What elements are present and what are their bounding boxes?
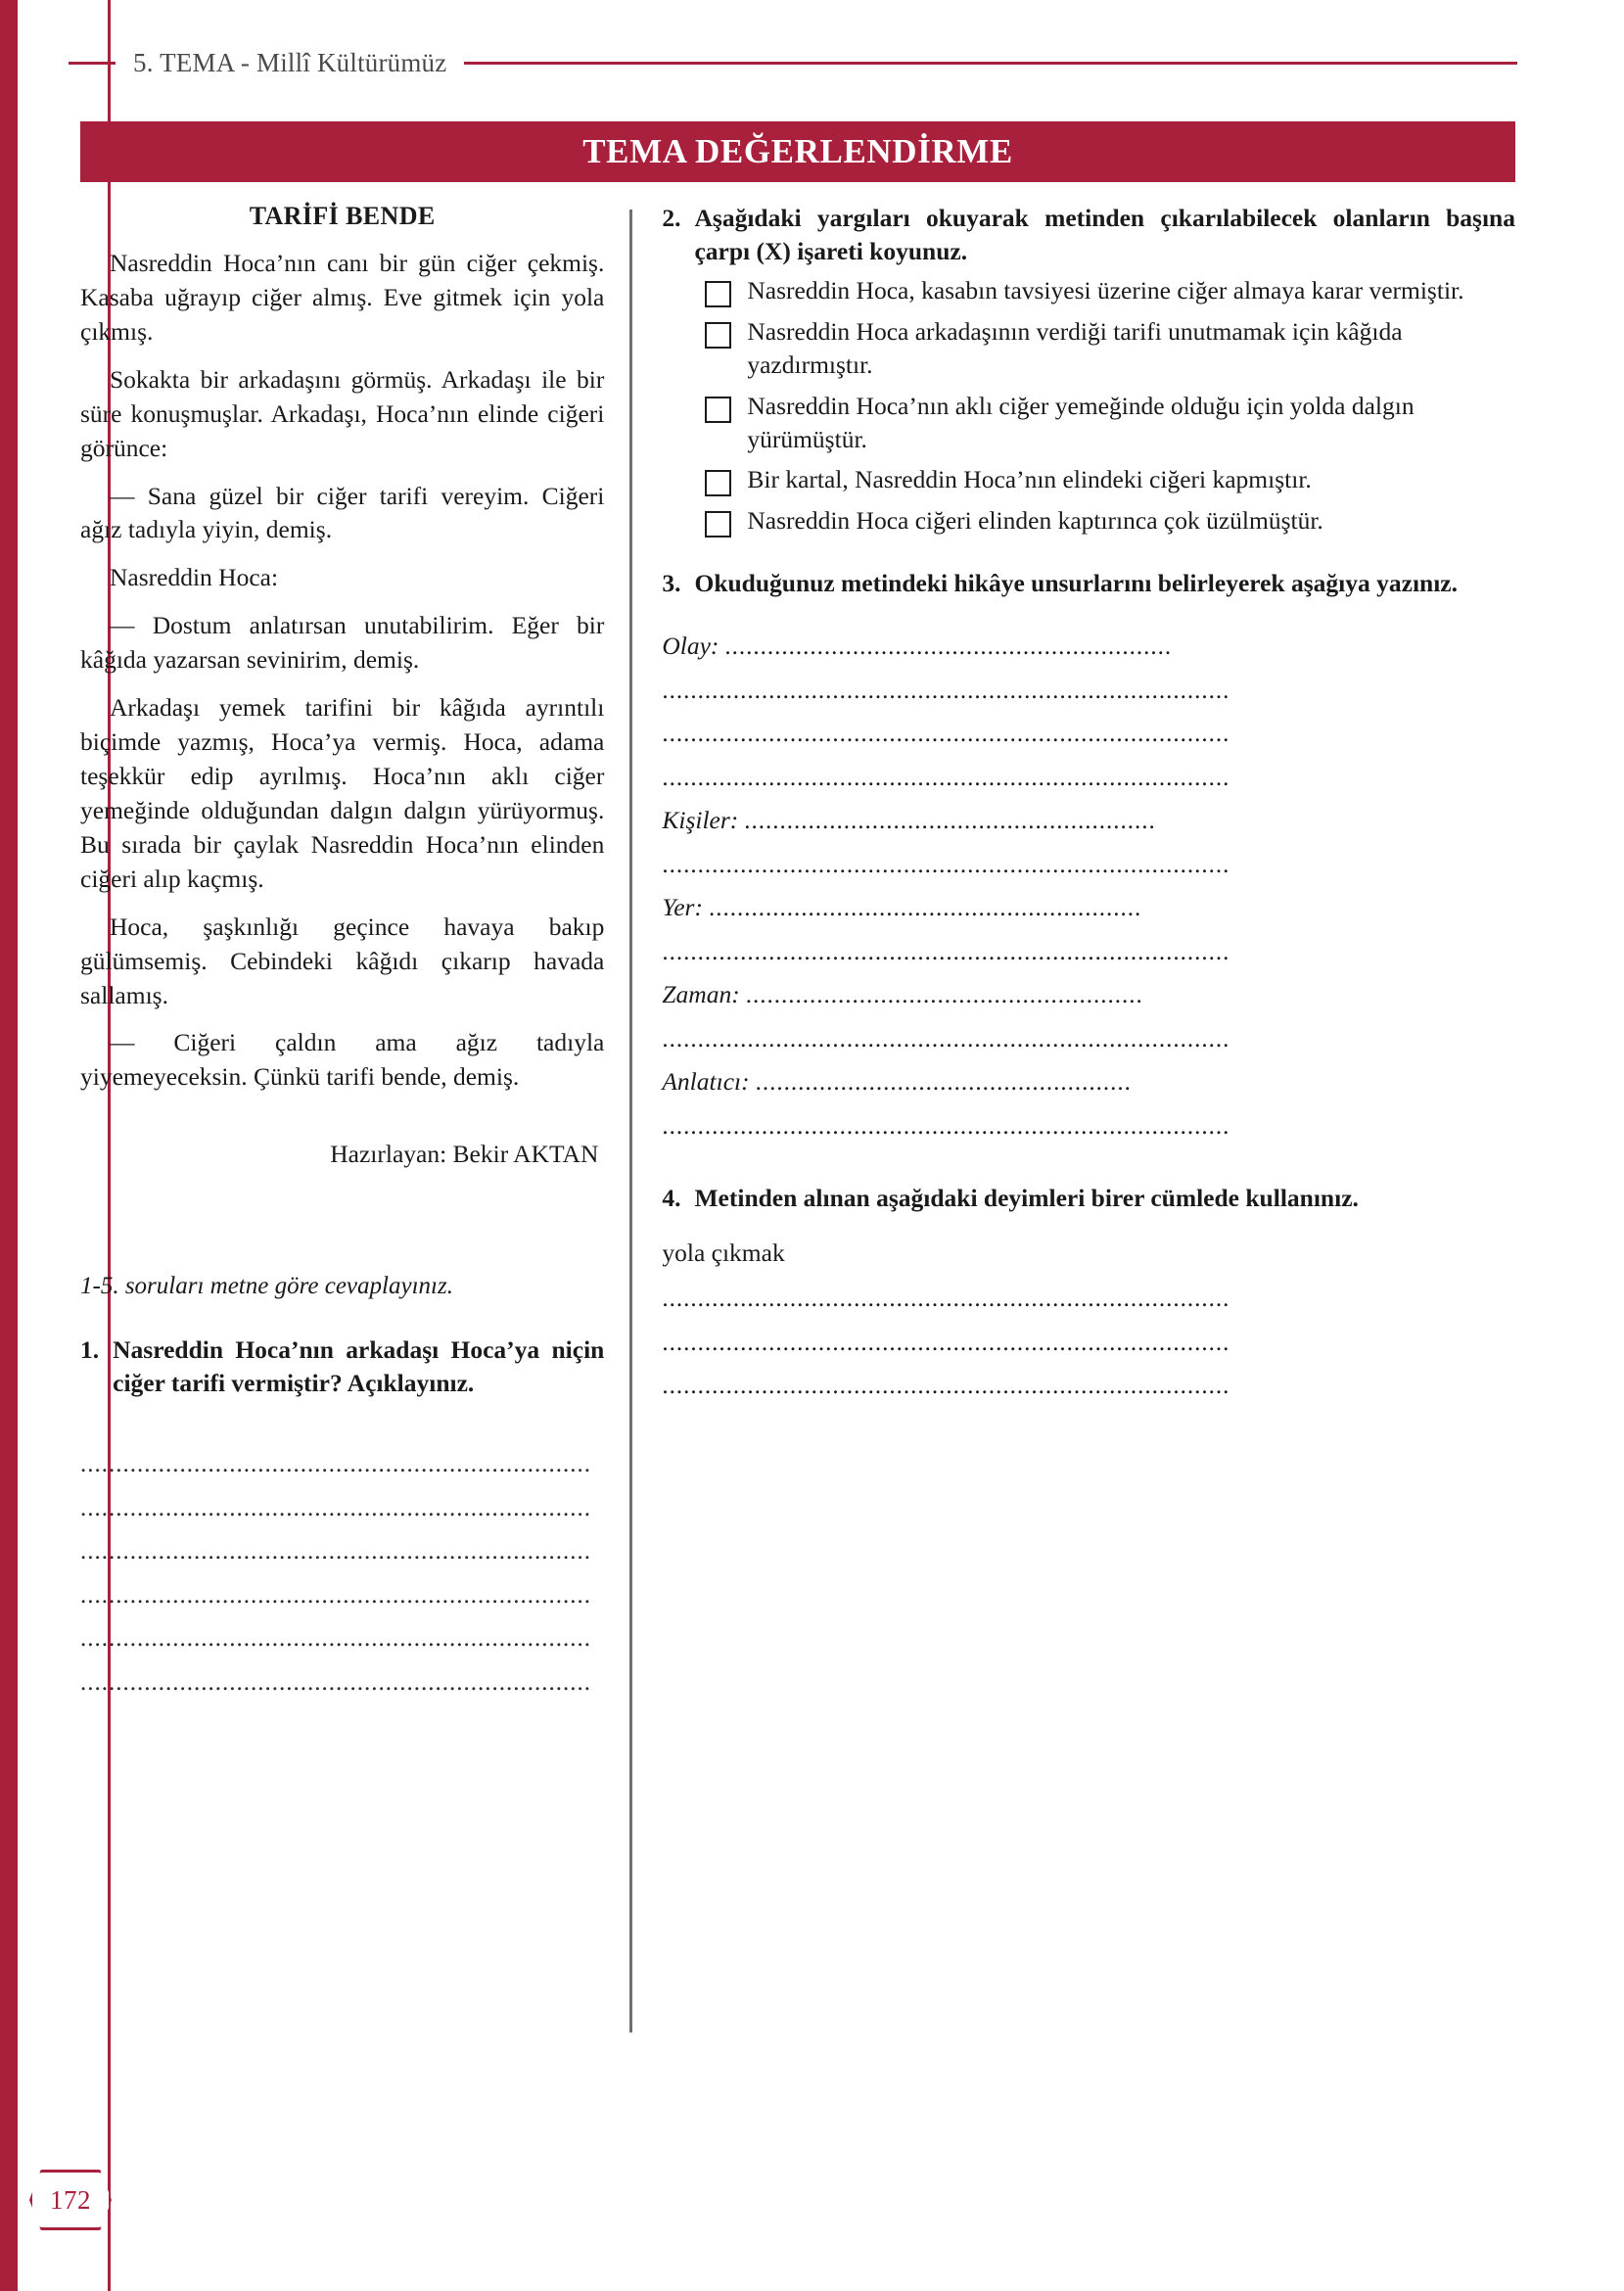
story-byline: Hazırlayan: Bekir AKTAN	[330, 1140, 599, 1169]
section-banner	[80, 121, 1515, 182]
answer-line[interactable]: ........................................................................	[80, 1494, 591, 1521]
check-option[interactable]	[705, 315, 1515, 382]
checkbox[interactable]	[705, 322, 731, 349]
checkbox[interactable]	[705, 281, 731, 307]
story-paragraph: Arkadaşı yemek tarifini bir kâğıda ayrıntılı biçimde yazmış, Hoca’ya vermiş. Hoca, adama teşekkür edip ayrılmış. Hoca’nın aklı ciğer yemeğinde olduğundan dalgın dalgın yürüyormuş. Bu sırada bir çaylak Nasreddin Hoca’nın elinden ciğeri alıp kaçmış.	[80, 693, 605, 893]
header-rule	[464, 62, 1517, 65]
field-input-line[interactable]: ................................................................................	[662, 1112, 1230, 1140]
answer-line[interactable]: ........................................................................	[80, 1581, 591, 1609]
question-text: Okuduğunuz metindeki hikâye unsurlarını belirleyerek aşağıya yazınız.	[694, 569, 1458, 598]
story-paragraph: Hoca, şaşkınlığı geçince havaya bakıp gülümsemiş. Cebindeki kâğıdı çıkarıp havada sallamış.	[80, 912, 605, 1009]
field-kisiler[interactable]	[662, 800, 1515, 844]
page-header	[69, 39, 1556, 86]
questions-instruction: 1-5. soruları metne göre cevaplayınız.	[80, 1273, 453, 1300]
field-input-line[interactable]: ................................................................................	[662, 721, 1230, 748]
story-paragraph: — Ciğeri çaldın ama ağız tadıyla yiyemeyeceksin. Çünkü tarifi bende, demiş.	[80, 1028, 605, 1092]
field-input-line[interactable]: .............................................................	[708, 895, 1142, 922]
page-number: 172	[50, 2184, 91, 2215]
check-option[interactable]	[705, 274, 1515, 307]
field-label: Zaman:	[662, 980, 740, 1009]
check-option-label: Nasreddin Hoca arkadaşının verdiği tarifi unutmamak için kâğıda yazdırmıştır.	[747, 316, 1403, 379]
question-number: 1.	[80, 1335, 100, 1365]
question-text: Metinden alınan aşağıdaki deyimleri birer cümlede kullanınız.	[694, 1184, 1359, 1213]
answer-line[interactable]: ........................................................................	[80, 1668, 591, 1696]
field-input-line[interactable]: .....................................................	[755, 1069, 1132, 1097]
page-edge-accent-bar	[0, 0, 18, 2291]
left-column	[80, 202, 629, 2150]
question-4	[662, 1182, 1515, 1408]
check-option-label: Bir kartal, Nasreddin Hoca’nın elindeki ciğeri kapmıştır.	[747, 465, 1312, 494]
field-zaman[interactable]	[662, 974, 1515, 1018]
question-1	[80, 1333, 604, 1400]
story-paragraph: — Dostum anlatırsan unutabilirim. Eğer bir kâğıda yazarsan sevinirim, demiş.	[80, 611, 605, 675]
answer-line[interactable]: ................................................................................	[662, 1373, 1230, 1400]
field-label: Olay:	[662, 631, 719, 661]
field-input-line[interactable]: ................................................................................	[662, 851, 1230, 878]
question-number: 3.	[662, 569, 681, 598]
field-input-line[interactable]: ................................................................................	[662, 1025, 1230, 1052]
check-option-label: Nasreddin Hoca’nın aklı ciğer yemeğinde olduğu için yolda dalgın yürümüştür.	[747, 391, 1415, 453]
story-paragraph: — Sana güzel bir ciğer tarifi vereyim. Ciğeri ağız tadıyla yiyin, demiş.	[80, 481, 605, 544]
check-option[interactable]	[705, 504, 1515, 538]
question-3	[662, 567, 1515, 1148]
field-olay[interactable]	[662, 626, 1515, 670]
field-label: Yer:	[662, 893, 703, 922]
field-label: Anlatıcı:	[662, 1067, 750, 1097]
right-column	[632, 202, 1515, 2150]
check-option-label: Nasreddin Hoca ciğeri elinden kaptırınca çok üzülmüştür.	[747, 506, 1323, 536]
story-title: TARİFİ BENDE	[249, 202, 436, 230]
answer-line[interactable]: ........................................................................	[80, 1451, 591, 1478]
banner-title: TEMA DEĞERLENDİRME	[582, 132, 1013, 170]
field-input-line[interactable]: ...............................................................	[724, 633, 1173, 661]
checkbox[interactable]	[705, 397, 731, 423]
idiom-label: yola çıkmak	[662, 1239, 785, 1268]
field-anlatici[interactable]	[662, 1061, 1515, 1105]
checkbox[interactable]	[705, 470, 731, 496]
two-column-body	[80, 202, 1515, 2150]
question-number: 2.	[662, 204, 681, 232]
checkbox[interactable]	[705, 511, 731, 538]
answer-line[interactable]: ........................................................................	[80, 1538, 591, 1566]
check-option[interactable]	[705, 390, 1515, 456]
header-dash	[69, 62, 116, 65]
question-text: Nasreddin Hoca’nın arkadaşı Hoca’ya niçin ciğer tarifi vermiştir? Açıklayınız.	[113, 1335, 605, 1398]
question-1-answer-area[interactable]	[80, 1443, 604, 1705]
answer-line[interactable]: ................................................................................	[662, 1329, 1230, 1356]
check-option[interactable]	[705, 463, 1515, 496]
story-paragraph: Sokakta bir arkadaşını görmüş. Arkadaşı ile bir süre konuşmuşlar. Arkadaşı, Hoca’nın elinde ciğeri görünce:	[80, 364, 605, 462]
question-number: 4.	[662, 1184, 681, 1213]
question-2-options	[705, 274, 1515, 538]
field-input-line[interactable]: ................................................................................	[662, 938, 1230, 965]
check-option-label: Nasreddin Hoca, kasabın tavsiyesi üzerine ciğer almaya karar vermiştir.	[747, 275, 1464, 304]
story-paragraph: Nasreddin Hoca:	[110, 563, 279, 592]
field-input-line[interactable]: ................................................................................	[662, 764, 1230, 791]
page-number-badge	[29, 2170, 112, 2230]
question-2	[662, 202, 1515, 538]
answer-line[interactable]: ................................................................................	[662, 1286, 1230, 1313]
field-input-line[interactable]: ................................................................................	[662, 677, 1230, 704]
field-input-line[interactable]: ........................................................	[745, 982, 1143, 1009]
question-3-fields	[662, 626, 1515, 1148]
theme-label: 5. TEMA - Millî Kültürümüz	[133, 47, 447, 77]
field-yer[interactable]	[662, 887, 1515, 931]
question-text: Aşağıdaki yargıları okuyarak metinden çıkarılabilecek olanların başına çarpı (X) işareti koyunuz.	[694, 204, 1515, 265]
story-paragraph: Nasreddin Hoca’nın canı bir gün ciğer çekmiş. Kasaba uğrayıp ciğer almış. Eve gitmek için yola çıkmış.	[80, 249, 605, 346]
answer-line[interactable]: ........................................................................	[80, 1625, 591, 1653]
field-input-line[interactable]: ..........................................................	[744, 808, 1156, 835]
field-label: Kişiler:	[662, 806, 739, 835]
